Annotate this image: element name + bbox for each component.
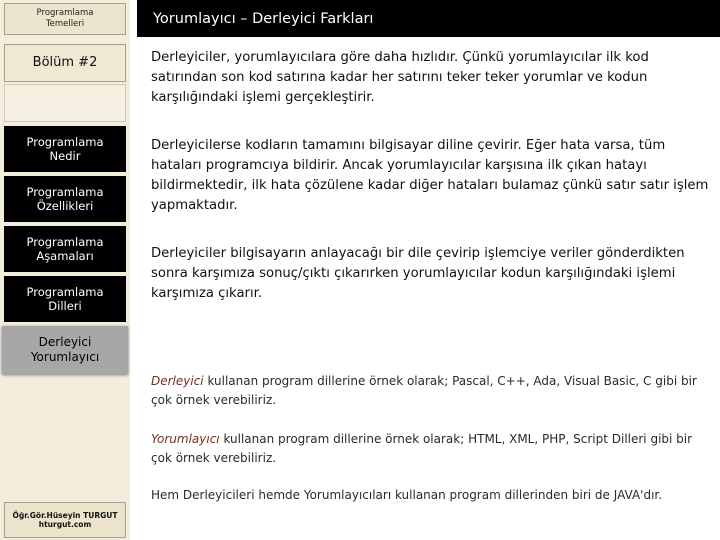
nav-label-line2: Yorumlayıcı — [30, 350, 100, 364]
compiler-example-text: kullanan program dillerine örnek olarak; Pascal, C++, Ada, Visual Basic, C gibi bir çok örnek verebiliriz. — [151, 374, 697, 407]
nav-label-line1: Programlama — [26, 184, 104, 199]
example-java: Hem Derleyicileri hemde Yorumlayıcıları kullanan program dillerinden biri de JAVA'dır. — [151, 488, 663, 502]
example-compiler-languages — [151, 372, 713, 409]
compiler-term: Derleyici — [151, 374, 204, 388]
sidebar-item-programlama-dilleri[interactable] — [4, 276, 126, 322]
course-title-line2: Temelleri — [45, 19, 85, 29]
chapter-label: Bölüm #2 — [4, 44, 126, 82]
nav-label-line2: Aşamaları — [36, 249, 94, 263]
sidebar-item-programlama-ozellikleri[interactable] — [4, 176, 126, 222]
nav-label-line1: Programlama — [26, 234, 104, 249]
example-interpreter-languages — [151, 430, 713, 467]
nav-label-line1: Derleyici — [38, 335, 92, 349]
author-credit — [4, 502, 126, 538]
course-title — [4, 3, 126, 35]
sidebar-spacer — [4, 84, 126, 122]
nav-label-line1: Programlama — [26, 284, 104, 299]
nav-label-line2: Nedir — [49, 149, 81, 163]
author-name: Öğr.Gör.Hüseyin TURGUT — [12, 510, 118, 520]
author-site[interactable]: hturgut.com — [38, 520, 92, 529]
sidebar-item-programlama-nedir[interactable] — [4, 126, 126, 172]
paragraph-speed: Derleyiciler, yorumlayıcılara göre daha hızlıdır. Çünkü yorumlayıcılar ilk kod satırından son kod satırına kadar her satırını teker teker yorumlar ve kodun karşılığındaki işlemi gerçekleştirir. — [151, 50, 649, 105]
sidebar-item-programlama-asamalari[interactable] — [4, 226, 126, 272]
interpreter-example-text: kullanan program dillerine örnek olarak; HTML, XML, PHP, Script Dilleri gibi bir çok örnek verebiliriz. — [151, 432, 693, 465]
course-title-line1: Programlama — [36, 8, 94, 19]
page-title: Yorumlayıcı – Derleyici Farkları — [137, 0, 720, 37]
nav-label-line2: Özellikleri — [36, 199, 94, 213]
nav-label-line2: Dilleri — [48, 299, 82, 313]
sidebar — [0, 0, 130, 540]
interpreter-term: Yorumlayıcı — [151, 432, 220, 446]
paragraph-output: Derleyiciler bilgisayarın anlayacağı bir dile çevirip işlemciye veriler gönderdikten sonra karşımıza sonuç/çıktı çıkarırken yorumlayıcılar kodun karşılığındaki işlemi karşımıza çıkarır. — [151, 246, 685, 301]
nav-label-line1: Programlama — [26, 134, 104, 149]
sidebar-item-derleyici-yorumlayici[interactable] — [2, 326, 128, 374]
paragraph-errors: Derleyicilerse kodların tamamını bilgisayar diline çevirir. Eğer hata varsa, tüm hataları programcıya bildirir. Ancak yorumlayıcılar karşısına ilk çıkan hatayı bildirmektedir, ilk hata çözülene kadar diğer hataları bulamaz çünkü satır satır işlem yapmaktadır. — [151, 138, 709, 213]
